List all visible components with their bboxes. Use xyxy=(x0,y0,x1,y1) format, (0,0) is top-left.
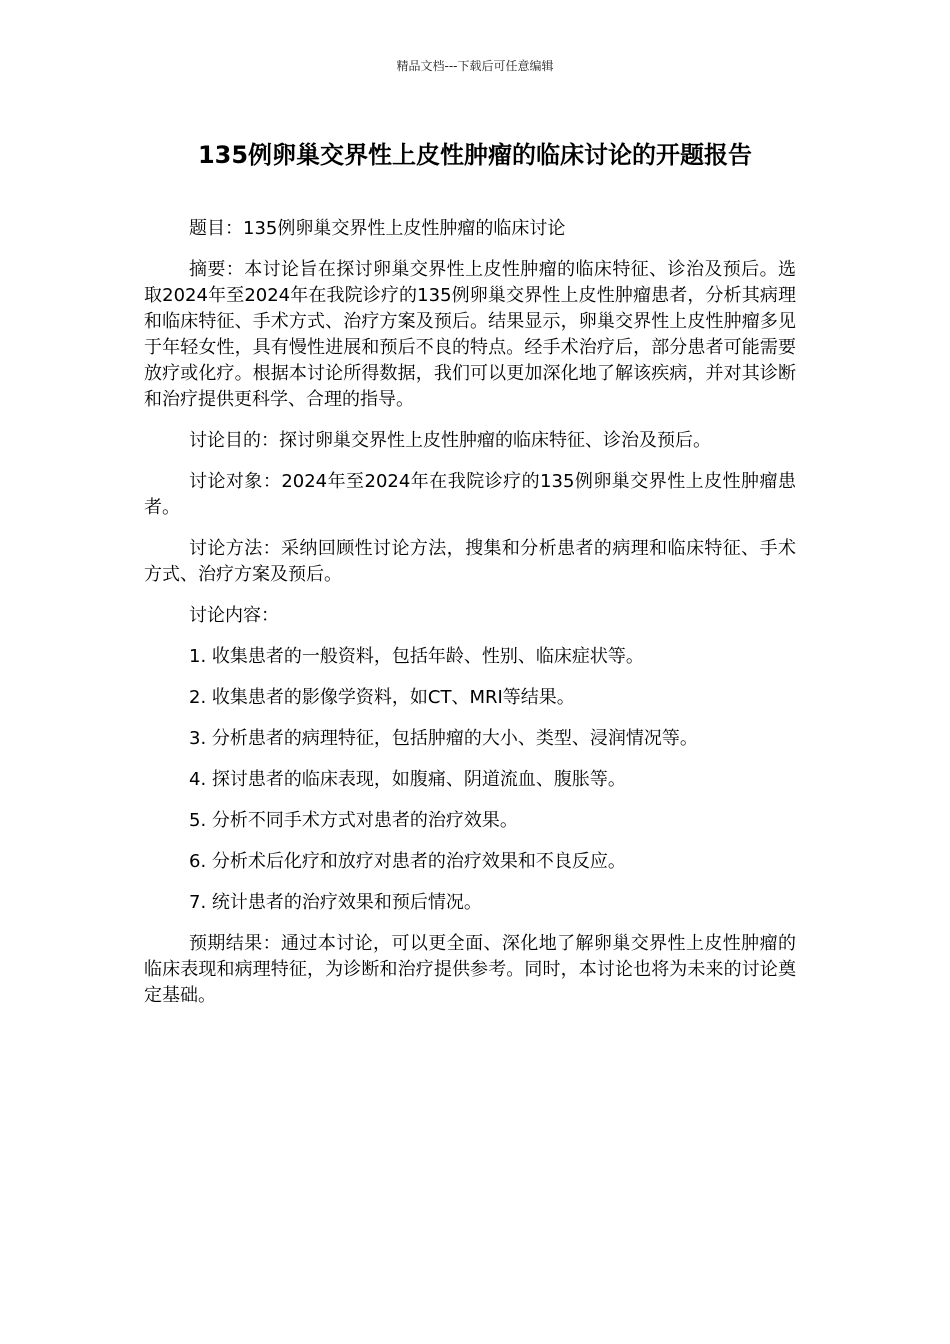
list-item-3: 3. 分析患者的病理特征，包括肿瘤的大小、类型、浸润情况等。 xyxy=(189,728,698,749)
list-item-2: 2. 收集患者的影像学资料，如CT、MRI等结果。 xyxy=(189,687,575,708)
document-body xyxy=(144,216,796,1024)
paragraph-expected-results: 预期结果：通过本讨论，可以更全面、深化地了解卵巢交界性上皮性肿瘤的临床表现和病理特征，为诊断和治疗提供参考。同时，本讨论也将为未来的讨论奠定基础。 xyxy=(144,933,796,1006)
header-note: 精品文档---下载后可任意编辑 xyxy=(396,59,554,73)
list-item-7: 7. 统计患者的治疗效果和预后情况。 xyxy=(189,892,482,913)
list-item-5: 5. 分析不同手术方式对患者的治疗效果。 xyxy=(189,810,518,831)
paragraph-abstract: 摘要：本讨论旨在探讨卵巢交界性上皮性肿瘤的临床特征、诊治及预后。选取2024年至2024年在我院诊疗的135例卵巢交界性上皮性肿瘤患者，分析其病理和临床特征、手术方式、治疗方案及预后。结果显示，卵巢交界性上皮性肿瘤多见于年轻女性，具有慢性进展和预后不良的特点。经手术治疗后，部分患者可能需要放疗或化疗。根据本讨论所得数据，我们可以更加深化地了解该疾病，并对其诊断和治疗提供更科学、合理的指导。 xyxy=(144,259,796,410)
list-item-1: 1. 收集患者的一般资料，包括年龄、性别、临床症状等。 xyxy=(189,646,644,667)
list-item-6: 6. 分析术后化疗和放疗对患者的治疗效果和不良反应。 xyxy=(189,851,626,872)
list-item-4: 4. 探讨患者的临床表现，如腹痛、阴道流血、腹胀等。 xyxy=(189,769,626,790)
paragraph-topic: 题目：135例卵巢交界性上皮性肿瘤的临床讨论 xyxy=(189,218,566,239)
paragraph-methods: 讨论方法：采纳回顾性讨论方法，搜集和分析患者的病理和临床特征、手术方式、治疗方案及预后。 xyxy=(144,538,796,585)
paragraph-subjects: 讨论对象：2024年至2024年在我院诊疗的135例卵巢交界性上皮性肿瘤患者。 xyxy=(144,471,796,518)
document-title: 135例卵巢交界性上皮性肿瘤的临床讨论的开题报告 xyxy=(197,141,753,169)
paragraph-content-heading: 讨论内容： xyxy=(189,605,279,626)
paragraph-purpose: 讨论目的：探讨卵巢交界性上皮性肿瘤的临床特征、诊治及预后。 xyxy=(189,430,711,451)
